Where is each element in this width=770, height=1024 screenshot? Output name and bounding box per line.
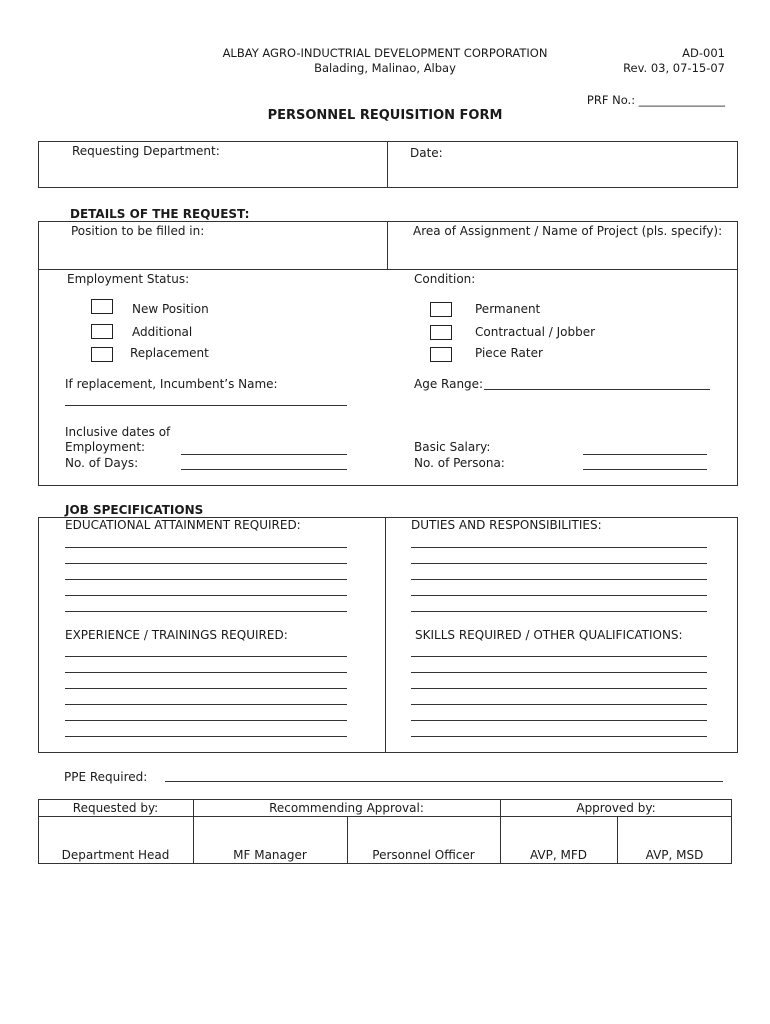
condition-label: Condition:	[414, 272, 476, 286]
skills-line[interactable]	[411, 672, 707, 673]
experience-label: EXPERIENCE / TRAININGS REQUIRED:	[65, 628, 288, 642]
divider	[38, 816, 732, 817]
date-field[interactable]: Date:	[410, 146, 443, 160]
form-code: AD-001	[682, 46, 725, 60]
area-of-assignment-field[interactable]: Area of Assignment / Name of Project (pls. specify):	[413, 224, 723, 238]
basic-salary-label: Basic Salary:	[414, 440, 491, 454]
form-revision: Rev. 03, 07-15-07	[623, 61, 725, 75]
contractual-label: Contractual / Jobber	[475, 325, 596, 339]
organization-name: ALBAY AGRO-INDUCTRIAL DEVELOPMENT CORPORATION	[222, 46, 548, 60]
duties-line[interactable]	[411, 595, 707, 596]
recommending-approval-label: Recommending Approval:	[269, 801, 424, 815]
organization-address: Balading, Malinao, Albay	[314, 61, 456, 75]
experience-line[interactable]	[65, 672, 347, 673]
permanent-label: Permanent	[475, 302, 541, 316]
experience-line[interactable]	[65, 704, 347, 705]
additional-checkbox[interactable]	[91, 324, 113, 339]
prf-number-field[interactable]: PRF No.: _______________	[586, 93, 725, 107]
experience-line[interactable]	[65, 720, 347, 721]
replacement-checkbox[interactable]	[91, 347, 113, 362]
position-field[interactable]: Position to be filled in:	[71, 224, 205, 238]
skills-label: SKILLS REQUIRED / OTHER QUALIFICATIONS:	[415, 628, 683, 642]
duties-line[interactable]	[411, 547, 707, 548]
age-range-label: Age Range:	[414, 377, 484, 391]
ppe-required-line[interactable]	[165, 781, 723, 782]
duties-line[interactable]	[411, 611, 707, 612]
education-line[interactable]	[65, 563, 347, 564]
additional-label: Additional	[132, 325, 193, 339]
incumbent-name-line[interactable]	[65, 405, 347, 406]
education-line[interactable]	[65, 595, 347, 596]
education-line[interactable]	[65, 547, 347, 548]
mf-manager-signature[interactable]: MF Manager	[233, 848, 307, 862]
skills-line[interactable]	[411, 656, 707, 657]
divider	[38, 269, 738, 270]
experience-line[interactable]	[65, 688, 347, 689]
educational-attainment-label: EDUCATIONAL ATTAINMENT REQUIRED:	[65, 518, 301, 532]
ppe-required-label: PPE Required:	[64, 770, 148, 784]
avp-msd-signature[interactable]: AVP, MSD	[645, 848, 704, 862]
piece-rater-checkbox[interactable]	[430, 347, 452, 362]
employment-status-label: Employment Status:	[67, 272, 190, 286]
contractual-checkbox[interactable]	[430, 325, 452, 340]
requesting-department-field[interactable]: Requesting Department:	[72, 144, 220, 158]
duties-line[interactable]	[411, 579, 707, 580]
experience-line[interactable]	[65, 736, 347, 737]
form-title: PERSONNEL REQUISITION FORM	[267, 108, 503, 123]
no-of-days-label: No. of Days:	[65, 456, 139, 470]
employment-dates-line[interactable]	[181, 454, 347, 455]
incumbent-name-label: If replacement, Incumbent’s Name:	[65, 377, 278, 391]
divider	[387, 221, 388, 269]
replacement-label: Replacement	[130, 346, 209, 360]
new-position-label: New Position	[132, 302, 209, 316]
skills-line[interactable]	[411, 720, 707, 721]
inclusive-dates-label: Inclusive dates of	[65, 425, 171, 439]
experience-line[interactable]	[65, 656, 347, 657]
details-heading: DETAILS OF THE REQUEST:	[70, 207, 250, 221]
age-range-line[interactable]	[484, 389, 710, 390]
education-line[interactable]	[65, 579, 347, 580]
skills-line[interactable]	[411, 704, 707, 705]
new-position-checkbox[interactable]	[91, 299, 113, 314]
no-of-persona-line[interactable]	[583, 469, 707, 470]
no-of-days-line[interactable]	[181, 469, 347, 470]
department-head-signature[interactable]: Department Head	[61, 848, 170, 862]
job-specifications-heading: JOB SPECIFICATIONS	[65, 503, 204, 517]
permanent-checkbox[interactable]	[430, 302, 452, 317]
education-line[interactable]	[65, 611, 347, 612]
personnel-officer-signature[interactable]: Personnel Officer	[372, 848, 475, 862]
avp-mfd-signature[interactable]: AVP, MFD	[529, 848, 587, 862]
divider	[387, 141, 388, 188]
basic-salary-line[interactable]	[583, 454, 707, 455]
skills-line[interactable]	[411, 688, 707, 689]
duties-label: DUTIES AND RESPONSIBILITIES:	[411, 518, 602, 532]
no-of-persona-label: No. of Persona:	[414, 456, 505, 470]
piece-rater-label: Piece Rater	[475, 346, 543, 360]
divider	[385, 517, 386, 753]
employment-label: Employment:	[65, 440, 146, 454]
duties-line[interactable]	[411, 563, 707, 564]
approved-by-label: Approved by:	[576, 801, 656, 815]
requested-by-label: Requested by:	[72, 801, 159, 815]
skills-line[interactable]	[411, 736, 707, 737]
